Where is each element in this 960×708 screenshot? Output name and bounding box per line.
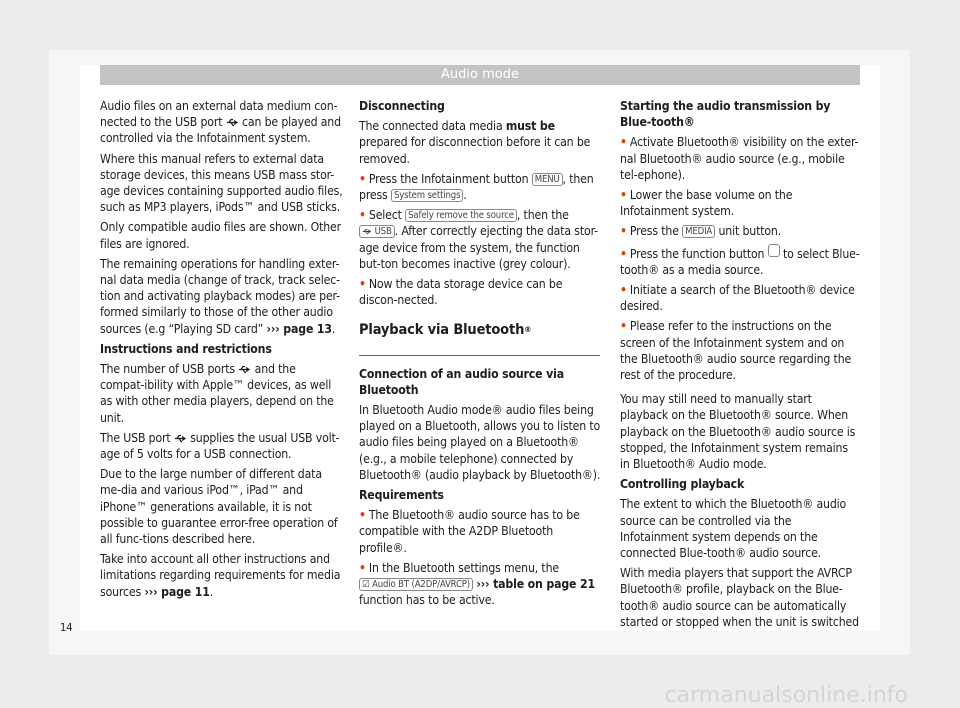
- list-item: • Select Safely remove the source , then the USB . After correctly ejecting the data stor-age device from the system, the function but-ton becomes inactive (grey colour).: [359, 208, 598, 271]
- paragraph: Where this manual refers to external data storage devices, this means USB mass stor-age devices containing supported audio files, such as MP3 players, iPods™ and USB sticks.: [100, 151, 343, 215]
- bullet-icon: •: [359, 171, 366, 186]
- paragraph: The remaining operations for handling exter-nal data media (change of track, track selec-tion and activating playback modes) are per-formed similarly to those of the other audio sources (e.g “Playing SD card” ››› page 13.: [100, 256, 340, 336]
- list-item: • Activate Bluetooth® visibility on the exter-nal Bluetooth® audio source (e.g., mobile tel-ephone).: [620, 135, 859, 182]
- paragraph: The extent to which the Bluetooth® audio source can be controlled via the Infotainment system depends on the connected Blue-tooth® audio source.: [620, 497, 847, 561]
- list-item: • The Bluetooth® audio source has to be compatible with the A2DP Bluetooth profile®.: [359, 508, 580, 555]
- paragraph: Audio files on an external data medium con-nected to the USB port can be played and controlled via the Infotainment system.: [100, 99, 341, 146]
- bullet-icon: •: [620, 135, 627, 150]
- page-header: Audio mode: [100, 65, 860, 85]
- paragraph: Due to the large number of different data me-dia and various iPod™, iPad™ and iPhone™ generations available, it is not possible to guarantee error-free operation of all func-tions described here.: [100, 467, 338, 547]
- list-item: • Lower the base volume on the Infotainment system.: [620, 188, 793, 219]
- list-item: • Press the Infotainment button MENU , then press System settings .: [359, 171, 594, 203]
- column-2: [359, 98, 602, 612]
- paragraph: Take into account all other instructions and limitations regarding requirements for media sources ››› page 11.: [100, 552, 341, 599]
- page-reference-link[interactable]: ››› page 11: [144, 584, 210, 599]
- paragraph: In Bluetooth Audio mode® audio files being played on a Bluetooth, allows you to listen to audio files being played on a Bluetooth® (e.g., a mobile telephone) connected by Bluetooth® (audio playback by Bluetooth®).: [359, 403, 601, 482]
- usb-button-label: USB: [359, 225, 395, 238]
- bullet-icon: •: [359, 560, 366, 575]
- bullet-icon: •: [359, 208, 366, 223]
- paragraph: Only compatible audio files are shown. Other files are ignored.: [100, 220, 342, 251]
- column-1: [100, 98, 343, 604]
- function-button-icon: [768, 244, 780, 257]
- subheading: Instructions and restrictions: [100, 341, 272, 356]
- table-reference-link[interactable]: ››› table on page 21: [476, 577, 595, 592]
- subheading: Controlling playback: [620, 477, 745, 492]
- list-item: • Press the function button to select Blue-tooth® as a media source.: [620, 244, 860, 278]
- bullet-icon: •: [620, 188, 627, 203]
- usb-icon: [362, 228, 372, 235]
- section-heading: Playback via Bluetooth®: [359, 322, 600, 355]
- watermark: carmanualsonline.info: [664, 683, 908, 708]
- audio-bt-button-label: ☑ Audio BT (A2DP/AVRCP): [359, 578, 473, 591]
- subheading: Starting the audio transmission by Blue-tooth®: [620, 99, 831, 130]
- list-item: • Please refer to the instructions on the screen of the Infotainment system and on the Bluetooth® audio source regarding the rest of the procedure.: [620, 319, 852, 383]
- paragraph: The number of USB ports and the compat-ibility with Apple™ devices, as well as with other media players, depend on the unit.: [100, 362, 334, 425]
- paragraph: With media players that support the AVRCP Bluetooth® profile, playback on the Blue-tooth® audio source can be automatically started or stopped when the unit is switched: [620, 566, 859, 629]
- list-item: • In the Bluetooth settings menu, the ☑ Audio BT (A2DP/AVRCP) ››› table on page 21 function has to be active.: [359, 560, 595, 608]
- media-button-label: MEDIA: [682, 225, 715, 238]
- bullet-icon: •: [620, 224, 627, 239]
- page-number: 14: [60, 621, 73, 634]
- subheading: Requirements: [359, 488, 444, 503]
- bullet-icon: •: [620, 319, 627, 334]
- menu-button-label: MENU: [532, 173, 563, 186]
- usb-icon: [238, 365, 251, 374]
- bullet-icon: •: [359, 508, 366, 523]
- system-settings-button-label: System settings: [391, 189, 463, 202]
- safely-remove-button-label: Safely remove the source: [405, 209, 517, 222]
- paragraph: The connected data media must be prepared for disconnection before it can be removed.: [359, 119, 591, 166]
- subheading: Connection of an audio source via Bluetooth: [359, 366, 564, 397]
- column-3: [620, 98, 860, 634]
- subheading: Disconnecting: [359, 99, 445, 113]
- usb-icon: [226, 118, 239, 127]
- bullet-icon: •: [620, 246, 627, 261]
- usb-icon: [174, 434, 187, 443]
- paragraph: You may still need to manually start playback on the Bluetooth® source. When playback on the Bluetooth® audio source is stopped, the Infotainment system remains in Bluetooth® Audio mode.: [620, 392, 856, 472]
- page-reference-link[interactable]: ››› page 13: [266, 321, 332, 336]
- list-item: • Now the data storage device can be discon-nected.: [359, 277, 563, 308]
- bullet-icon: •: [359, 277, 366, 292]
- paragraph: The USB port supplies the usual USB volt-age of 5 volts for a USB connection.: [100, 430, 340, 462]
- bullet-icon: •: [620, 283, 627, 298]
- list-item: • Press the MEDIA unit button.: [620, 224, 782, 239]
- list-item: • Initiate a search of the Bluetooth® device desired.: [620, 283, 855, 314]
